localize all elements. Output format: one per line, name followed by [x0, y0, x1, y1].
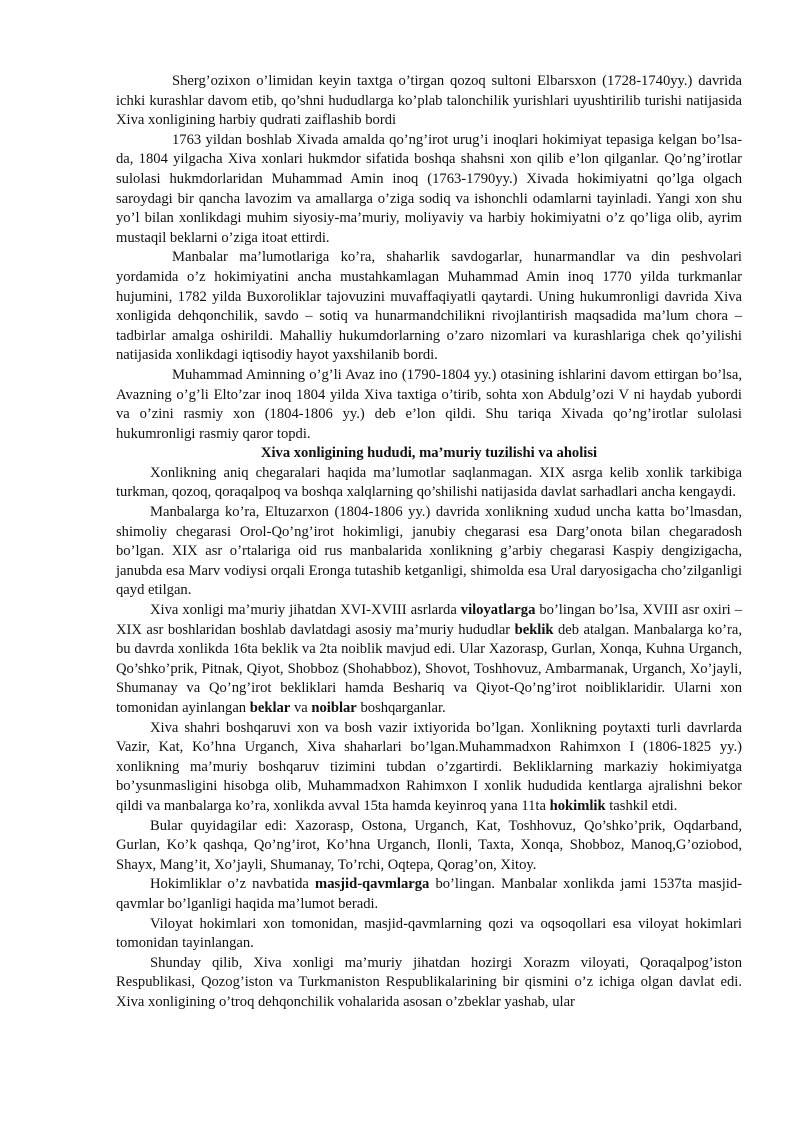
paragraph-xulosa: Shunday qilib, Xiva xonligi ma’muriy jihatdan hozirgi Xorazm viloyati, Qoraqalpog’iston Respublikasi, Qozog’iston va Turkmaniston Respublikalarining bir qismini o’z ichiga olgan davlat edi. Xiva xonligining o’troq dehqonchilik vohalarida asosan o’zbeklar yashab, ular	[116, 954, 742, 1010]
paragraph-tayinlash: Viloyat hokimlari xon tomonidan, masjid-qavmlarning qozi va oqsoqollari esa viloyat hokimlari tomonidan tayinlangan.	[116, 915, 742, 952]
text-run: tashkil etdi.	[605, 797, 678, 814]
paragraph-muhammad-amin: Manbalar ma’lumotlariga ko’ra, shaharlik savdogarlar, hunarmandlar va din peshvolari yordamida o’z hokimiyatini ancha mustahkamlagan Muhammad Amin inoq 1770 yilda turkmanlar hujumini, 1782 yilda Buxoroliklar tajovuzini muvaffaqiyatli qaytardi. Uning hukumronligi davrida Xiva xonligida dehqonchilik, savdo – sotiq va hunarmandchilikni rivojlantirish maqsadida ma’lum chora – tadbirlar amalga oshirildi. Mahalliy hukumdorlarning o’zaro nizomlari va kurashlariga chek qo’yilishi natijasida xonlikdagi iqtisodiy hayot yaxshilanib bordi.	[116, 249, 742, 364]
text-run: boshqarganlar.	[356, 700, 446, 716]
section-heading: Xiva xonligining hududi, ma’muriy tuzilishi va aholisi	[260, 445, 598, 462]
paragraph-eltuzarxon: Manbalarga ko’ra, Eltuzarxon (1804-1806 yy.) davrida xonlikning xudud uncha katta bo’lmasdan, shimoliy chegarasi Orol-Qo’ng’irot hokimligi, janubiy chegarasi esa Darg’onota bilan chegaradosh bo’lgan. XIX asr o’rtalariga oid rus manbalarida xonlikning g’arbiy chegarasi Kaspiy dengizigacha, janubda esa Marv vodiysi orqali Eronga tutashib ketganligi, shimolda esa Ural daryosigacha cho’zilganligi qayd etilgan.	[116, 504, 742, 599]
paragraph-masjid-qavmlar	[116, 875, 742, 914]
bold-term-noiblar: noiblar	[311, 700, 357, 716]
paragraph-elbarsxon: Sherg’ozixon o’limidan keyin taxtga o’tirgan qozoq sultoni Elbarsxon (1728-1740yy.) davrida ichki kurashlar davom etib, qo’shni hududlarga ko’plab talonchilik yurishlari uyushtirilib turishi natijasida Xiva xonligining harbiy qudrati zaiflashib bordi	[116, 73, 742, 129]
text-run: Hokimliklar o’z navbatida	[150, 876, 316, 893]
paragraph-chegaralar: Xonlikning aniq chegaralari haqida ma’lumotlar saqlanmagan. XIX asrga kelib xonlik tarkibiga turkman, qozoq, qoraqalpoq va boshqa xalqlarning qo’shilishi natijasida davlat sarhadlari ancha kengaydi.	[116, 464, 742, 501]
paragraph-xiva-boshqaruvi	[116, 719, 742, 817]
paragraph-viloyatlar	[116, 601, 742, 719]
text-run: va	[290, 700, 312, 716]
text-run: Xiva xonligi ma’muriy jihatdan XVI-XVIII asrlarda	[150, 602, 461, 619]
text-run: deb atalgan. Manbalarga ko’ra, bu davrda xonlikda 16ta beklik va 2ta noiblik mavjud edi. Ular Xazorasp, Gurlan, Xonqa, Kuhna Urganch, Qo’shko’prik, Pitnak, Qiyot, Shobboz (Shohabboz), Shovot, Toshhovuz, Ambarmanak, Urganch, Xo’jayli, Shumanay va Qo’ng’irot bekliklari hamda Beshariq va Qiyot-Qo’ng’irot noibliklaridir. Ularni xon tomonidan ayinlangan	[116, 621, 742, 716]
paragraph-qongirot-inoqlari: 1763 yildan boshlab Xivada amalda qo’ng’irot urug’i inoqlari hokimiyat tepasiga kelgan bo’lsa-da, 1804 yilgacha Xiva xonlari hukmdor sifatida boshqa shahsni xon qilib e’lon qilganlar. Qo’ng’irotlar sulolasi hukmdorlaridan Muhammad Amin inoq (1763-1790yy.) Xivada hokimiyatni qo’lga olgach saroydagi bir qancha lavozim va amallarga o’ziga sodiq va ishonchli odamlarni tayinladi. Yangi xon shu yo’l bilan xonlikdagi muhim siyosiy-ma’muriy, moliyaviy va harbiy hokimiyatni o’z qo’liga olib, ayrim mustaqil beklarni o’ziga itoat ettirdi.	[116, 131, 742, 246]
bold-term-masjid-qavmlarga: masjid-qavmlarga	[315, 876, 430, 893]
text-run: Xiva shahri boshqaruvi xon va bosh vazir ixtiyorida bo’lgan. Xonlikning poytaxti turli davrlarda Vazir, Kat, Ko’hna Urganch, Xiva shaharlari bo’lgan.Muhammadxon Rahimxon I (1806-1825 yy.) xonlikning ma’muriy boshqaruv tizimini tubdan o’zgartirdi. Bekliklarning markaziy hokimiyatga bo’ysunmasligini hisobga olib, Muhammadxon Rahimxon I xonlik hududida kentlarga ajralishni bekor qildi va manbalarga ko’ra, xonlikda avval 15ta hamda keyinroq yana 11ta	[116, 719, 742, 814]
text-run: bo’lingan bo’lsa, XVIII asr oxiri – XIX asr boshlaridan boshlab davlatdagi asosiy ma’muriy hududlar	[116, 602, 743, 638]
paragraph-hokimliklar-royxati: Bular quyidagilar edi: Xazorasp, Ostona, Urganch, Kat, Toshhovuz, Qo’shko’prik, Oqdarband, Gurlan, Ko’k qashqa, Qo’ng’irot, Ko’hna Urganch, Ilonli, Taxta, Xonqa, Shobboz, Manoq,G’oziobod, Shayx, Mang’it, Xo’jayli, Shumanay, To’rchi, Oqtepa, Qorag’on, Xitoy.	[116, 817, 742, 873]
bold-term-viloyatlarga: viloyatlarga	[460, 602, 536, 619]
paragraph-avaz-inoq: Muhammad Aminning o’g’li Avaz ino (1790-1804 yy.) otasining ishlarini davom ettirgan bo’lsa, Avazning o’g’li Elto’zar inoq 1804 yilda Xiva taxtiga o’tirib, sohta xon Abdulg’ozi V ni haydab yubordi va o’zini rasmiy xon (1804-1806 yy.) deb e’lon qildi. Shu tariqa Xivada qo’ng’irotlar sulolasi hukumronligi rasmiy qaror topdi.	[116, 366, 742, 442]
text-run: bo’lingan. Manbalar xonlikda jami 1537ta masjid-qavmlar bo’lganligi haqida ma’lumot beradi.	[116, 876, 742, 912]
bold-term-beklar: beklar	[249, 700, 291, 716]
bold-term-hokimlik: hokimlik	[549, 797, 606, 814]
bold-term-beklik: beklik	[514, 621, 554, 638]
document-page	[116, 72, 742, 1013]
